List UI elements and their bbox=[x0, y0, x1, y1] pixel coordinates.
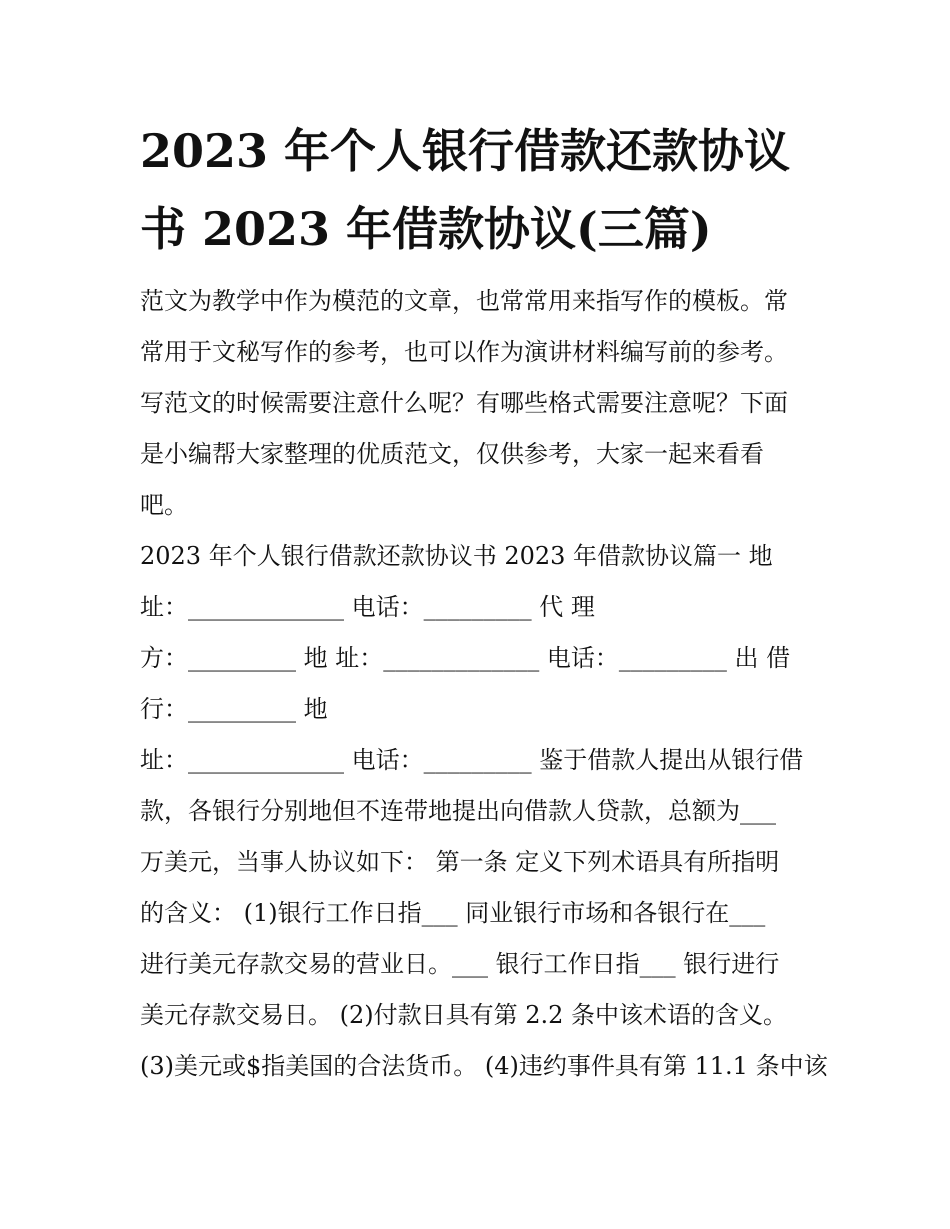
body-line: 址：_____________ 电话：_________ 代 理 bbox=[140, 593, 595, 621]
body-line: 行：_________ 地 bbox=[140, 695, 328, 723]
document-body bbox=[140, 276, 828, 1092]
body-line: 写范文的时候需要注意什么呢？有哪些格式需要注意呢？下面 bbox=[140, 389, 788, 417]
title-line-1: 2023 年个人银行借款还款协议 bbox=[140, 124, 791, 178]
body-line: 是小编帮大家整理的优质范文，仅供参考，大家一起来看看 bbox=[140, 440, 764, 468]
body-line: 吧。 bbox=[140, 491, 188, 519]
body-line: 的含义： (1)银行工作日指___ 同业银行市场和各银行在___ bbox=[140, 899, 766, 927]
title-line-2: 书 2023 年借款协议(三篇) bbox=[140, 202, 712, 256]
body-line: 2023 年个人银行借款还款协议书 2023 年借款协议篇一 地 bbox=[140, 542, 773, 570]
document-title bbox=[140, 112, 810, 268]
body-line: 美元存款交易日。 (2)付款日具有第 2.2 条中该术语的含义。 bbox=[140, 1001, 788, 1029]
body-line: 常用于文秘写作的参考，也可以作为演讲材料编写前的参考。 bbox=[140, 338, 788, 366]
body-line: (3)美元或$指美国的合法货币。 (4)违约事件具有第 11.1 条中该 bbox=[140, 1052, 828, 1080]
body-line: 方：_________ 地 址：_____________ 电话：_________ 出 借 bbox=[140, 644, 791, 672]
body-line: 址：_____________ 电话：_________ 鉴于借款人提出从银行借 bbox=[140, 746, 804, 774]
body-line: 范文为教学中作为模范的文章，也常常用来指写作的模板。常 bbox=[140, 287, 788, 315]
body-line: 万美元，当事人协议如下： 第一条 定义下列术语具有所指明 bbox=[140, 848, 780, 876]
body-line: 款，各银行分别地但不连带地提出向借款人贷款，总额为___ bbox=[140, 797, 776, 825]
body-line: 进行美元存款交易的营业日。___ 银行工作日指___ 银行进行 bbox=[140, 950, 780, 978]
